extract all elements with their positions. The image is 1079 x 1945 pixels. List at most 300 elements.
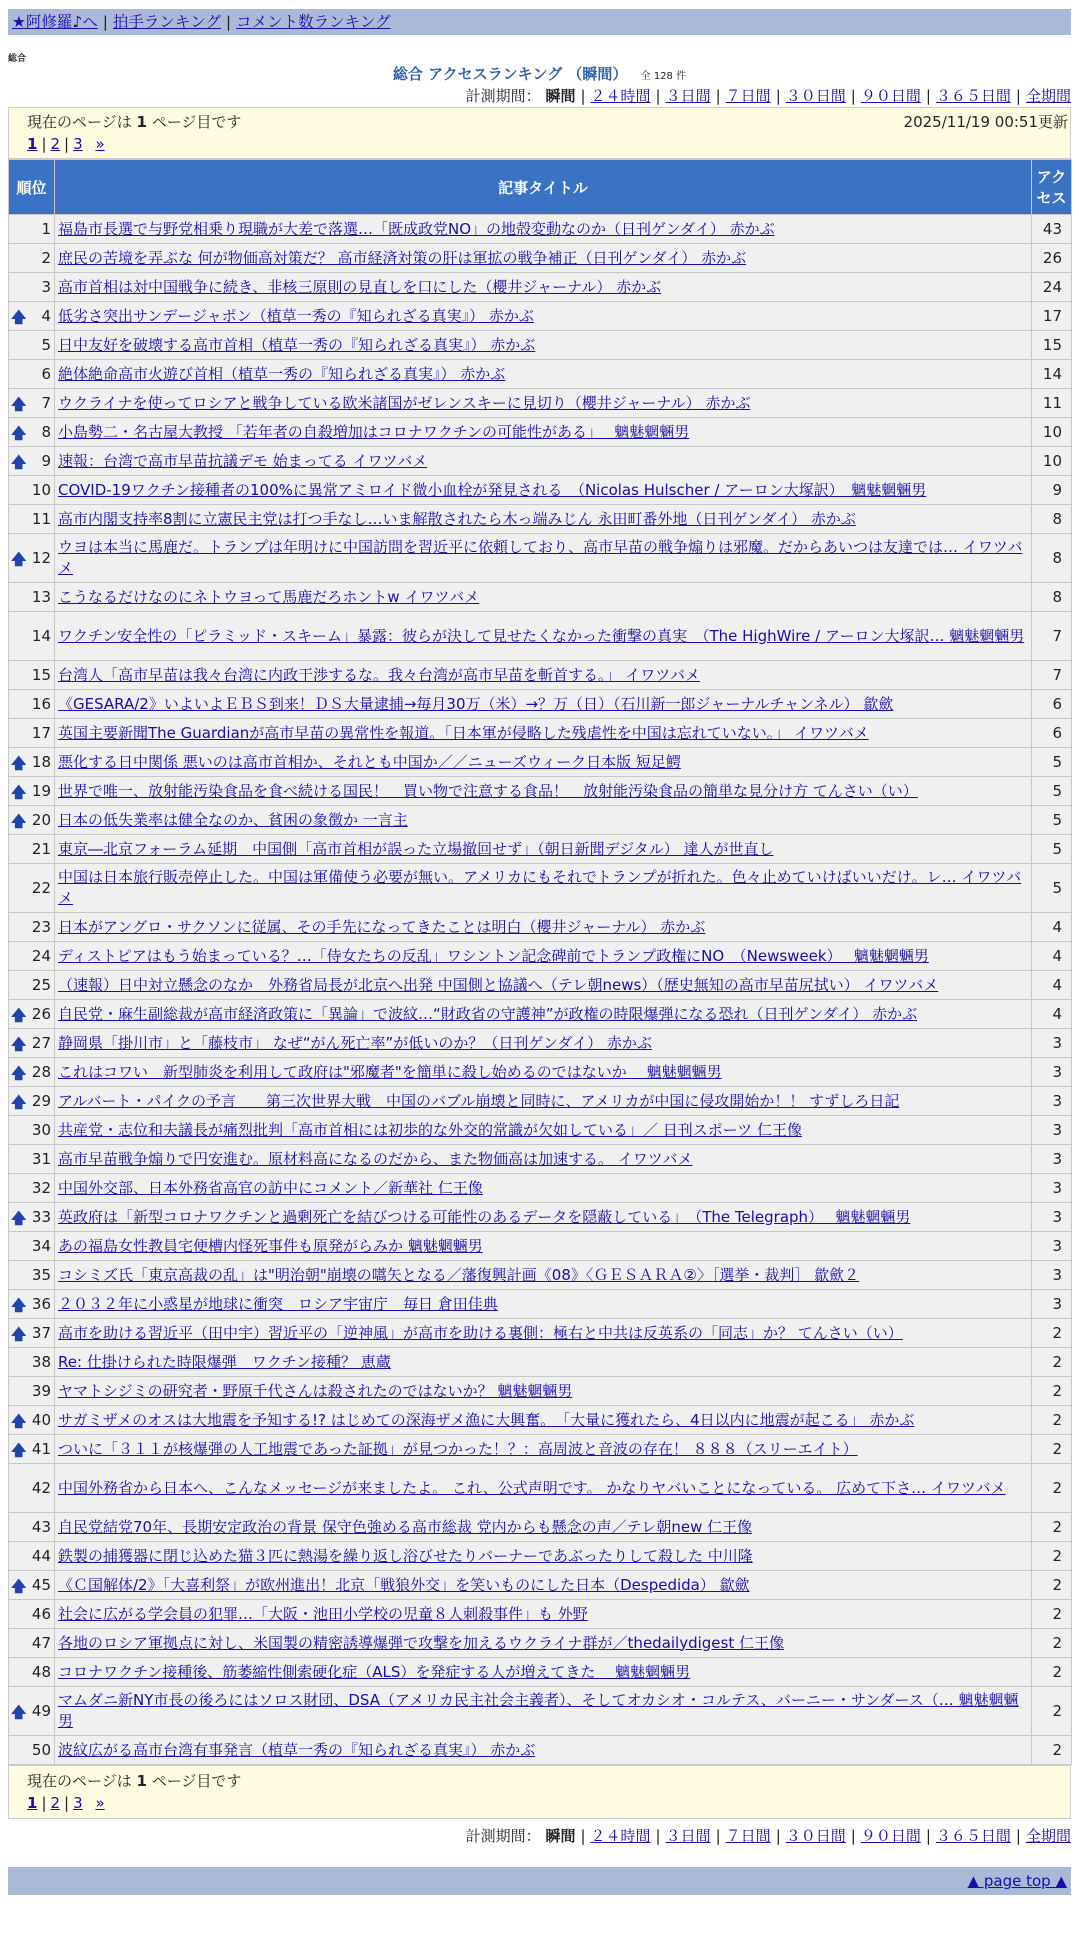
top-nav-bar xyxy=(8,9,1071,35)
rank-number: 11 xyxy=(31,510,51,528)
up-arrow-icon: 🡅 xyxy=(11,1064,27,1082)
rank-header: 順位 xyxy=(9,160,55,215)
table-row xyxy=(9,1203,1072,1232)
article-title-link[interactable]: 小島勢二・名古屋大教授 「若年者の自殺増加はコロナワクチンの可能性がある」 魑魅魍魎男 xyxy=(58,422,690,441)
period-separator: | xyxy=(775,87,781,105)
rank-number: 43 xyxy=(31,1518,51,1536)
rank-cell xyxy=(9,612,55,661)
table-row xyxy=(9,1658,1072,1687)
article-title-link[interactable]: アルバート・パイクの予言 第三次世界大戦 中国のバブル崩壊と同時に、アメリカが中国に侵攻開始か！！ すずしろ日記 xyxy=(58,1091,900,1110)
table-row xyxy=(9,1145,1072,1174)
up-arrow-icon: 🡅 xyxy=(11,1209,27,1227)
article-title-link[interactable]: 低劣さ突出サンデージャポン（植草一秀の『知られざる真実』） 赤かぶ xyxy=(58,306,534,325)
access-count: 3 xyxy=(1032,1087,1072,1116)
title-cell xyxy=(55,690,1032,719)
article-title-link[interactable]: コロナワクチン接種後、筋萎縮性側索硬化症（ALS）を発症する人が増えてきた 魑魅魍魎男 xyxy=(58,1662,691,1681)
title-cell xyxy=(55,1174,1032,1203)
title-cell xyxy=(55,1464,1032,1513)
rank-cell xyxy=(9,748,55,777)
total-count: 全 128 件 xyxy=(640,71,687,82)
access-count: 6 xyxy=(1032,719,1072,748)
rank-cell xyxy=(9,331,55,360)
rank-number: 41 xyxy=(31,1440,51,1458)
rank-cell xyxy=(9,244,55,273)
rank-number: 12 xyxy=(31,549,51,567)
access-count: 5 xyxy=(1032,806,1072,835)
rank-number: 6 xyxy=(41,365,51,383)
access-count: 10 xyxy=(1032,447,1072,476)
article-title-link[interactable]: あの福島女性教員宅便槽内怪死事件も原発がらみか 魑魅魍魎男 xyxy=(58,1236,483,1255)
title-cell xyxy=(55,1542,1032,1571)
title-cell xyxy=(55,1406,1032,1435)
period-link-4[interactable]: ９０日間 xyxy=(860,87,921,105)
access-count: 3 xyxy=(1032,1145,1072,1174)
table-row xyxy=(9,1261,1072,1290)
access-count: 24 xyxy=(1032,273,1072,302)
rank-cell xyxy=(9,1058,55,1087)
rank-cell xyxy=(9,942,55,971)
access-count: 5 xyxy=(1032,748,1072,777)
rank-cell xyxy=(9,1658,55,1687)
up-arrow-icon: 🡅 xyxy=(11,453,27,471)
table-row xyxy=(9,661,1072,690)
up-arrow-icon: 🡅 xyxy=(11,1296,27,1314)
access-count: 4 xyxy=(1032,971,1072,1000)
rank-number: 40 xyxy=(31,1411,51,1429)
up-arrow-icon: 🡅 xyxy=(11,1703,27,1721)
page-link-2[interactable]: 2 xyxy=(50,1794,61,1812)
rank-number: 4 xyxy=(41,307,51,325)
table-row xyxy=(9,331,1072,360)
rank-number: 13 xyxy=(31,588,51,606)
period-link-0[interactable]: ２４時間 xyxy=(590,87,651,105)
table-row xyxy=(9,418,1072,447)
title-cell xyxy=(55,1348,1032,1377)
title-cell xyxy=(55,942,1032,971)
title-cell xyxy=(55,389,1032,418)
table-row xyxy=(9,913,1072,942)
period-link-4[interactable]: ９０日間 xyxy=(860,1827,921,1845)
access-count: 4 xyxy=(1032,1000,1072,1029)
rank-number: 27 xyxy=(31,1034,51,1052)
article-title-link[interactable]: ２０３２年に小惑星が地球に衝突 ロシア宇宙庁 毎日 倉田佳典 xyxy=(58,1294,498,1313)
pager-box-top xyxy=(8,107,1071,159)
up-arrow-icon: 🡅 xyxy=(11,1441,27,1459)
up-arrow-icon: 🡅 xyxy=(11,1093,27,1111)
rank-number: 34 xyxy=(31,1237,51,1255)
title-cell xyxy=(55,1029,1032,1058)
access-count: 7 xyxy=(1032,661,1072,690)
table-row xyxy=(9,690,1072,719)
rank-cell xyxy=(9,476,55,505)
ranking-table xyxy=(8,159,1072,1765)
rank-cell xyxy=(9,835,55,864)
up-arrow-icon: 🡅 xyxy=(11,1006,27,1024)
title-cell xyxy=(55,1261,1032,1290)
current-page-text: 現在のページは 1 ページ目です xyxy=(27,1772,242,1790)
period-link-1[interactable]: ３日間 xyxy=(665,1827,711,1845)
article-title-link[interactable]: これはコワい 新型肺炎を利用して政府は"邪魔者"を簡単に殺し始めるのではないか 魑魅魍魎男 xyxy=(58,1062,722,1081)
article-title-link[interactable]: 英国主要新聞The Guardianが高市早苗の異常性を報道。「日本軍が侵略した残虐性を中国は忘れていない。」 イワツバメ xyxy=(58,723,869,742)
article-title-link[interactable]: 福島市長選で与野党相乗り現職が大差で落選…「既成政党NO」の地殻変動なのか（日刊ゲンダイ） 赤かぶ xyxy=(58,219,775,238)
title-cell xyxy=(55,1687,1032,1736)
period-selector-bottom xyxy=(8,1825,1071,1847)
article-title-link[interactable]: 絶体絶命高市火遊び首相（植草一秀の『知られざる真実』） 赤かぶ xyxy=(58,364,506,383)
rank-number: 1 xyxy=(41,220,51,238)
period-link-5[interactable]: ３６５日間 xyxy=(935,87,1011,105)
article-title-link[interactable]: 日本の低失業率は健全なのか、貧困の象徴か 一言主 xyxy=(58,810,408,829)
period-label: 計測期間： xyxy=(465,87,546,105)
title-cell xyxy=(55,1203,1032,1232)
article-title-link[interactable]: 日中友好を破壊する高市首相（植草一秀の『知られざる真実』） 赤かぶ xyxy=(58,335,536,354)
rank-cell xyxy=(9,302,55,331)
article-title-link[interactable]: 各地のロシア軍拠点に対し、米国製の精密誘導爆弾で攻撃を加えるウクライナ群が／thedailydigest 仁王像 xyxy=(58,1633,784,1652)
title-cell xyxy=(55,302,1032,331)
rank-cell xyxy=(9,1145,55,1174)
rank-cell xyxy=(9,1464,55,1513)
nav-link-asyura[interactable]: ★阿修羅♪へ xyxy=(12,13,98,31)
article-title-link[interactable]: 静岡県「掛川市」と「藤枝市」 なぜ“がん死亡率”が低いのか？（日刊ゲンダイ） 赤かぶ xyxy=(58,1033,652,1052)
access-header: アクセス xyxy=(1032,160,1072,215)
page-link-3[interactable]: 3 xyxy=(73,135,83,153)
rank-number: 17 xyxy=(31,724,51,742)
rank-number: 46 xyxy=(31,1605,51,1623)
rank-cell xyxy=(9,583,55,612)
article-title-link[interactable]: コシミズ氏「東京高裁の乱」は"明治朝"崩壊の嚆矢となる／藩復興計画《08》〈ＧＥＳＡＲＡ②〉［選挙・裁判］ 歙歛２ xyxy=(58,1265,860,1284)
title-cell xyxy=(55,1000,1032,1029)
article-title-link[interactable]: ウクライナを使ってロシアと戦争している欧米諸国がゼレンスキーに見切り（櫻井ジャーナル） 赤かぶ xyxy=(58,393,751,412)
article-title-link[interactable]: COVID-19ワクチン接種者の100%に異常アミロイド微小血栓が発見される （Nicolas Hulscher / アーロン大塚訳） 魑魅魍魎男 xyxy=(58,480,927,499)
title-cell xyxy=(55,612,1032,661)
rank-cell xyxy=(9,1736,55,1765)
title-cell xyxy=(55,1629,1032,1658)
title-cell xyxy=(55,1600,1032,1629)
article-title-link[interactable]: Re: 仕掛けられた時限爆弾 ワクチン接種？ 恵蔵 xyxy=(58,1352,391,1371)
rank-number: 31 xyxy=(31,1150,51,1168)
rank-cell xyxy=(9,505,55,534)
page-gap xyxy=(87,1794,92,1812)
updated-timestamp: 2025/11/19 00:51更新 xyxy=(903,113,1068,131)
article-title-link[interactable]: （速報）日中対立懸念のなか 外務省局長が北京へ出発 中国側と協議へ（テレ朝news）（歴史無知の高市早苗尻拭い） イワツバメ xyxy=(58,975,939,994)
table-row xyxy=(9,360,1072,389)
article-title-link[interactable]: 中国外交部、日本外務省高官の訪中にコメント／新華社 仁王像 xyxy=(58,1178,483,1197)
access-count: 2 xyxy=(1032,1600,1072,1629)
period-separator: | xyxy=(655,1827,661,1845)
page-link-3[interactable]: 3 xyxy=(73,1794,83,1812)
article-title-link[interactable]: 鉄製の捕獲器に閉じ込めた猫３匹に熱湯を繰り返し浴びせたりバーナーであぶったりして殺した 中川隆 xyxy=(58,1546,753,1565)
next-page-link[interactable]: » xyxy=(95,1794,105,1812)
access-count: 11 xyxy=(1032,389,1072,418)
rank-cell xyxy=(9,360,55,389)
page-link-2[interactable]: 2 xyxy=(50,135,61,153)
pager-box-bottom xyxy=(8,1765,1071,1819)
article-title-link[interactable]: 共産党・志位和夫議長が痛烈批判「高市首相には初歩的な外交的常識が欠如している」／ 日刊スポーツ 仁王像 xyxy=(58,1120,802,1139)
up-arrow-icon: 🡅 xyxy=(11,1035,27,1053)
article-title-link[interactable]: 中国は日本旅行販売停止した。中国は軍備使う必要が無い。アメリカにもそれでトランプが折れた。色々止めていけばいいだけ。レ… イワツバメ xyxy=(58,868,1022,907)
title-header: 記事タイトル xyxy=(55,160,1032,215)
article-title-link[interactable]: 世界で唯一、放射能汚染食品を食べ続ける国民！ 買い物で注意する食品！ 放射能汚染食品の簡単な見分け方 てんさい（い） xyxy=(58,781,918,800)
up-arrow-icon: 🡅 xyxy=(11,308,27,326)
access-count: 2 xyxy=(1032,1377,1072,1406)
rank-number: 42 xyxy=(31,1479,51,1497)
up-arrow-icon: 🡅 xyxy=(11,1577,27,1595)
table-row xyxy=(9,302,1072,331)
access-count: 5 xyxy=(1032,835,1072,864)
title-cell xyxy=(55,971,1032,1000)
rank-cell xyxy=(9,1087,55,1116)
article-title-link[interactable]: 高市を助ける習近平（田中宇）習近平の「逆神風」が高市を助ける裏側：極右と中共は反英系の「同志」か？ てんさい（い） xyxy=(58,1323,903,1342)
rank-number: 9 xyxy=(41,452,51,470)
table-row xyxy=(9,1435,1072,1464)
article-title-link[interactable]: 波紋広がる高市台湾有事発言（植草一秀の『知られざる真実』） 赤かぶ xyxy=(58,1740,536,1759)
rank-number: 50 xyxy=(31,1741,51,1759)
access-count: 9 xyxy=(1032,476,1072,505)
access-count: 2 xyxy=(1032,1319,1072,1348)
nav-link-clap-ranking[interactable]: 拍手ランキング xyxy=(112,13,221,31)
table-row xyxy=(9,389,1072,418)
title-cell xyxy=(55,1058,1032,1087)
table-row xyxy=(9,476,1072,505)
rank-cell xyxy=(9,389,55,418)
article-title-link[interactable]: 庶民の苦境を弄ぶな 何が物価高対策だ？ 高市経済対策の肝は軍拡の戦争補正（日刊ゲンダイ） 赤かぶ xyxy=(58,248,747,267)
table-row xyxy=(9,244,1072,273)
article-title-link[interactable]: 英政府は「新型コロナワクチンと過剰死亡を結びつける可能性のあるデータを隠蔽している」 （The Telegraph） 魑魅魍魎男 xyxy=(58,1207,911,1226)
page-link-1[interactable]: 1 xyxy=(27,135,38,153)
title-cell xyxy=(55,418,1032,447)
period-link-6[interactable]: 全期間 xyxy=(1025,1827,1071,1845)
period-link-6[interactable]: 全期間 xyxy=(1025,87,1071,105)
rank-cell xyxy=(9,1232,55,1261)
access-count: 3 xyxy=(1032,1116,1072,1145)
access-count: 43 xyxy=(1032,215,1072,244)
access-count: 26 xyxy=(1032,244,1072,273)
page-link-1[interactable]: 1 xyxy=(27,1794,38,1812)
article-title-link[interactable]: 高市首相は対中国戦争に続き、非核三原則の見直しを口にした（櫻井ジャーナル） 赤かぶ xyxy=(58,277,662,296)
rank-cell xyxy=(9,418,55,447)
rank-cell xyxy=(9,806,55,835)
title-cell xyxy=(55,360,1032,389)
title-cell xyxy=(55,1513,1032,1542)
article-title-link[interactable]: ついに「３１１が核爆弾の人工地震であった証拠」が見つかった！？：高周波と音波の存在！ ８８８（スリーエイト） xyxy=(58,1439,858,1458)
period-link-0[interactable]: ２４時間 xyxy=(590,1827,651,1845)
period-selector-top xyxy=(8,85,1071,107)
period-current: 瞬間 xyxy=(545,87,576,105)
table-row xyxy=(9,447,1072,476)
page-gap xyxy=(87,135,92,153)
rank-number: 5 xyxy=(41,336,51,354)
table-row xyxy=(9,1348,1072,1377)
article-title-link[interactable]: サガミザメのオスは大地震を予知する!? はじめての深海ザメ漁に大興奮。 「大量に獲れたら、4日以内に地震が起こる」 赤かぶ xyxy=(58,1410,915,1429)
table-row xyxy=(9,612,1072,661)
article-title-link[interactable]: 中国外務省から日本へ、こんなメッセージが来ましたよ。 これ、公式声明です。 かなりヤバいことになっている。 広めて下さ… イワツバメ xyxy=(58,1478,1006,1497)
rank-number: 21 xyxy=(31,840,51,858)
article-title-link[interactable]: 自民党結党70年、長期安定政治の背景 保守色強める高市総裁 党内からも懸念の声／テレ朝new 仁王像 xyxy=(58,1517,753,1536)
article-title-link[interactable]: マムダニ新NY市長の後ろにはソロス財団、DSA（アメリカ民主社会主義者）、そしてオカシオ・コルテス、バーニー・サンダース（… 魑魅魍魎男 xyxy=(58,1691,1019,1730)
rank-number: 19 xyxy=(31,782,51,800)
article-title-link[interactable]: ワクチン安全性の「ピラミッド・スキーム」暴露：彼らが決して見せたくなかった衝撃の真実 （The HighWire / アーロン大塚訳… 魑魅魍魎男 xyxy=(58,626,1025,645)
access-count: 2 xyxy=(1032,1513,1072,1542)
article-title-link[interactable]: ウヨは本当に馬鹿だ。トランプは年明けに中国訪問を習近平に依頼しており、高市早苗の戦争煽りは邪魔。だからあいつは友達では… イワツバメ xyxy=(58,538,1023,577)
title-cell xyxy=(55,273,1032,302)
table-row xyxy=(9,1464,1072,1513)
period-link-2[interactable]: ７日間 xyxy=(725,1827,771,1845)
period-link-2[interactable]: ７日間 xyxy=(725,87,771,105)
page-separator: | xyxy=(64,135,70,153)
up-arrow-icon: 🡅 xyxy=(11,395,27,413)
access-count: 2 xyxy=(1032,1629,1072,1658)
category-label: 総合 xyxy=(8,54,27,64)
access-count: 4 xyxy=(1032,913,1072,942)
rank-number: 24 xyxy=(31,947,51,965)
period-separator: | xyxy=(580,87,586,105)
access-count: 17 xyxy=(1032,302,1072,331)
table-row xyxy=(9,273,1072,302)
title-cell xyxy=(55,583,1032,612)
title-cell xyxy=(55,719,1032,748)
table-row xyxy=(9,1600,1072,1629)
rank-cell xyxy=(9,1435,55,1464)
article-title-link[interactable]: 《Ｃ国解体/2》「大喜利祭」が欧州進出！北京「戦狼外交」を笑いものにした日本（Despedida） 歙歛 xyxy=(58,1575,750,1594)
period-separator: | xyxy=(655,87,661,105)
page-top-link[interactable]: ▲ page top ▲ xyxy=(967,1872,1067,1890)
nav-link-comment-ranking[interactable]: コメント数ランキング xyxy=(236,13,391,31)
rank-number: 22 xyxy=(31,879,51,897)
title-cell xyxy=(55,447,1032,476)
access-count: 3 xyxy=(1032,1203,1072,1232)
next-page-link[interactable]: » xyxy=(95,135,105,153)
period-link-3[interactable]: ３０日間 xyxy=(785,87,846,105)
article-title-link[interactable]: 日本がアングロ・サクソンに従属、その手先になってきたことは明白（櫻井ジャーナル） 赤かぶ xyxy=(58,917,706,936)
title-cell xyxy=(55,1319,1032,1348)
title-cell xyxy=(55,331,1032,360)
article-title-link[interactable]: 速報：台湾で高市早苗抗議デモ 始まってる イワツバメ xyxy=(58,451,428,470)
access-count: 2 xyxy=(1032,1571,1072,1600)
access-count: 2 xyxy=(1032,1736,1072,1765)
article-title-link[interactable]: 高市内閣支持率8割に立憲民主党は打つ手なし…いま解散されたら木っ端みじん 永田町番外地（日刊ゲンダイ） 赤かぶ xyxy=(58,509,856,528)
table-row xyxy=(9,1174,1072,1203)
table-row xyxy=(9,1513,1072,1542)
table-row xyxy=(9,777,1072,806)
rank-cell xyxy=(9,1261,55,1290)
page-separator: | xyxy=(64,1794,70,1812)
table-row xyxy=(9,942,1072,971)
period-separator: | xyxy=(850,1827,856,1845)
rank-cell xyxy=(9,1319,55,1348)
title-cell xyxy=(55,244,1032,273)
article-title-link[interactable]: 東京―北京フォーラム延期 中国側「高市首相が誤った立場撤回せず」（朝日新聞デジタル） 達人が世直し xyxy=(58,839,774,858)
table-row xyxy=(9,1290,1072,1319)
article-title-link[interactable]: 自民党・麻生副総裁が高市経済政策に「異論」で波紋…“財政省の守護神”が政権の時限爆弾になる恐れ（日刊ゲンダイ） 赤かぶ xyxy=(58,1004,918,1023)
article-title-link[interactable]: こうなるだけなのにネトウヨって馬鹿だろホントw イワツバメ xyxy=(58,587,480,606)
rank-cell xyxy=(9,1174,55,1203)
nav-separator: | xyxy=(102,13,108,31)
article-title-link[interactable]: 台湾人「高市早苗は我々台湾に内政干渉するな。我々台湾が高市早苗を斬首する。」 イワツバメ xyxy=(58,665,700,684)
page-separator: | xyxy=(41,1794,47,1812)
period-separator: | xyxy=(1015,87,1021,105)
article-title-link[interactable]: ヤマトシジミの研究者・野原千代さんは殺されたのではないか？ 魑魅魍魎男 xyxy=(58,1381,573,1400)
rank-number: 45 xyxy=(31,1576,51,1594)
period-link-5[interactable]: ３６５日間 xyxy=(935,1827,1011,1845)
article-title-link[interactable]: 高市早苗戦争煽りで円安進む。原材料高になるのだから、また物価高は加速する。 イワツバメ xyxy=(58,1149,693,1168)
article-title-link[interactable]: 社会に広がる学会員の犯罪…「大阪・池田小学校の児童８人刺殺事件」も 外野 xyxy=(58,1604,588,1623)
title-cell xyxy=(55,748,1032,777)
period-separator: | xyxy=(580,1827,586,1845)
table-row xyxy=(9,835,1072,864)
access-count: 2 xyxy=(1032,1406,1072,1435)
access-count: 2 xyxy=(1032,1348,1072,1377)
table-row xyxy=(9,1542,1072,1571)
up-arrow-icon: 🡅 xyxy=(11,1325,27,1343)
period-separator: | xyxy=(715,87,721,105)
access-count: 6 xyxy=(1032,690,1072,719)
period-separator: | xyxy=(715,1827,721,1845)
rank-number: 3 xyxy=(41,278,51,296)
title-cell xyxy=(55,1116,1032,1145)
period-link-3[interactable]: ３０日間 xyxy=(785,1827,846,1845)
access-count: 3 xyxy=(1032,1058,1072,1087)
table-row xyxy=(9,1116,1072,1145)
rank-cell xyxy=(9,1377,55,1406)
page-separator: | xyxy=(41,135,47,153)
article-title-link[interactable]: 悪化する日中関係 悪いのは高市首相か、それとも中国か／／ニューズウィーク日本版 短足鰐 xyxy=(58,752,681,771)
rank-cell xyxy=(9,661,55,690)
page-title: 総合 アクセスランキング （瞬間） xyxy=(392,65,628,83)
access-count: 3 xyxy=(1032,1174,1072,1203)
table-row xyxy=(9,505,1072,534)
footer-bar xyxy=(8,1867,1071,1895)
rank-number: 29 xyxy=(31,1092,51,1110)
rank-cell xyxy=(9,1600,55,1629)
rank-number: 36 xyxy=(31,1295,51,1313)
access-count: 8 xyxy=(1032,534,1072,583)
rank-cell xyxy=(9,1629,55,1658)
rank-cell xyxy=(9,1203,55,1232)
period-link-1[interactable]: ３日間 xyxy=(665,87,711,105)
title-cell xyxy=(55,1087,1032,1116)
access-count: 10 xyxy=(1032,418,1072,447)
rank-cell xyxy=(9,913,55,942)
access-count: 15 xyxy=(1032,331,1072,360)
access-count: 2 xyxy=(1032,1435,1072,1464)
up-arrow-icon: 🡅 xyxy=(11,1412,27,1430)
access-count: 2 xyxy=(1032,1658,1072,1687)
period-separator: | xyxy=(1015,1827,1021,1845)
period-current: 瞬間 xyxy=(545,1827,576,1845)
rank-number: 39 xyxy=(31,1382,51,1400)
rank-number: 18 xyxy=(31,753,51,771)
rank-cell xyxy=(9,1029,55,1058)
access-count: 3 xyxy=(1032,1261,1072,1290)
title-cell xyxy=(55,1435,1032,1464)
access-count: 5 xyxy=(1032,864,1072,913)
rank-cell xyxy=(9,447,55,476)
title-cell xyxy=(55,505,1032,534)
access-count: 4 xyxy=(1032,942,1072,971)
article-title-link[interactable]: 《GESARA/2》いよいよＥＢＳ到来！ＤＳ大量逮捕→毎月30万（米）→？万（日）（石川新一郎ジャーナルチャンネル） 歙歛 xyxy=(58,694,894,713)
title-cell xyxy=(55,1232,1032,1261)
page xyxy=(8,9,1071,1895)
rank-number: 23 xyxy=(31,918,51,936)
title-cell xyxy=(55,777,1032,806)
rank-cell xyxy=(9,971,55,1000)
rank-number: 30 xyxy=(31,1121,51,1139)
up-arrow-icon: 🡅 xyxy=(11,550,27,568)
table-row xyxy=(9,806,1072,835)
rank-number: 25 xyxy=(31,976,51,994)
table-row xyxy=(9,1319,1072,1348)
article-title-link[interactable]: ディストピアはもう始まっている？…「侍女たちの反乱」ワシントン記念碑前でトランプ政権にNO （Newsweek） 魑魅魍魎男 xyxy=(58,946,929,965)
rank-cell xyxy=(9,273,55,302)
